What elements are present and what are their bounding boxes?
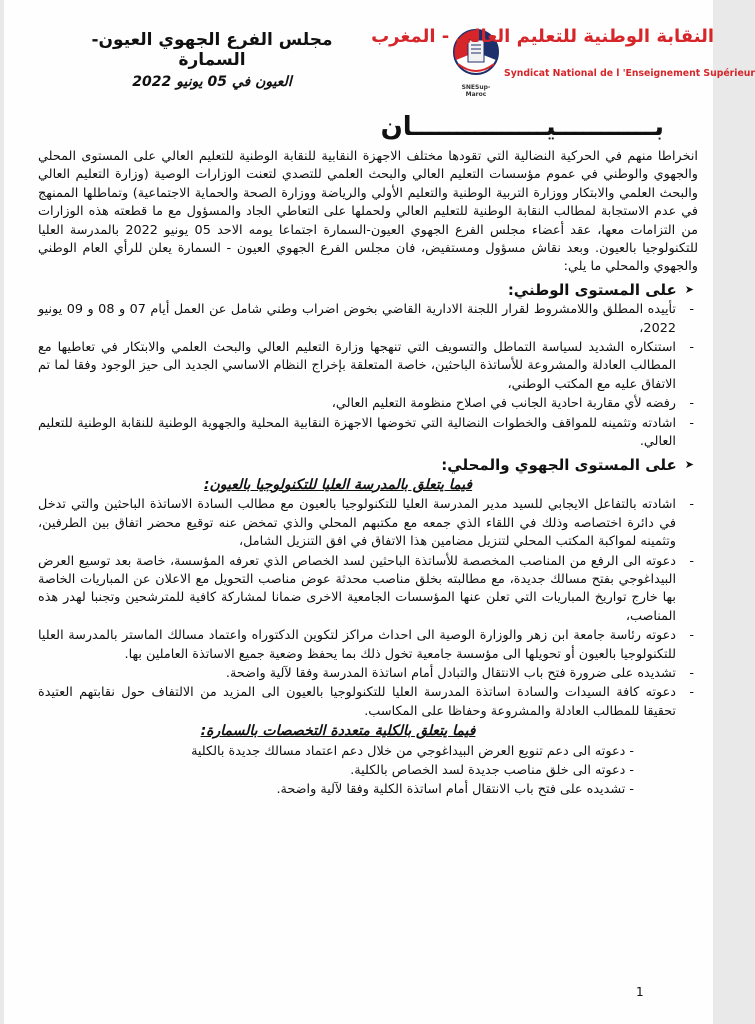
logo-caption: SNESup-Maroc <box>461 84 491 98</box>
date-line: العيون في 05 يونيو 2022 <box>132 74 292 90</box>
list-item: - تشديده على ضرورة فتح باب الانتقال والتبادل أمام اساتذة المدرسة وفقا لآلية واضحة. <box>38 665 698 683</box>
subheading-school: فيما يتعلق بالمدرسة العليا للتكنولوجيا بالعيون: <box>203 476 473 493</box>
list-item: - استنكاره الشديد لسياسة التماطل والتسويف التي تنهجها وزارة التعليم العالي والبحث العلمي والابتكار في تعاطيها مع المطالب العادلة والمشروعة للأساتذة الباحثين، خاصة المتعلقة بإخراج النظام الاساسي الجديد الى حيز الوجود وفقا لما تم الاتفاق عليه مع المكتب الوطني، <box>38 339 698 394</box>
regional-level-heading <box>38 456 698 474</box>
faculty-list <box>38 743 698 800</box>
union-name-french: Syndicat National de l 'Enseignement Supérieur <box>504 68 755 79</box>
list-item: - دعوته كافة السيدات والسادة اساتذة المدرسة العليا للتكنولوجيا بالعيون الى المزيد من الالتفاف حول نقابتهم العتيدة تحقيقا للمطالب العادلة والمشروعة وحفاظا على المكاسب. <box>38 684 698 721</box>
document-page <box>4 0 755 1024</box>
council-name: مجلس الفرع الجهوي العيون-السمارة <box>91 30 333 70</box>
national-heading-text: على المستوى الوطني: <box>507 280 677 299</box>
national-level-heading <box>38 281 698 299</box>
regional-heading-text: على المستوى الجهوي والمحلي: <box>441 455 677 474</box>
arrow-bullet-icon: ➤ <box>684 282 694 296</box>
list-item: - دعوته رئاسة جامعة ابن زهر والوزارة الوصية الى احداث مراكز لتكوين الدكتوراه واعتماد مسالك الماستر بالمدرسة العليا للتكنولوجيا بالعيون أو تحويلها الى مؤسسة جامعية تخول ذلك بما يحفظ وضعية جميع الاساتذة العاملين بها. <box>38 627 698 664</box>
statement-title: بـــــــــــيـــــــــــــــان <box>380 112 664 142</box>
national-list <box>38 301 698 451</box>
list-item: - اشادته بالتفاعل الايجابي للسيد مدير المدرسة العليا للتكنولوجيا بالعيون مع مطالب السادة الاساتذة الباحثين والتي تدخل في دائرة اختصاصه وذلك في اللقاء الذي جمعه مع مكتبهم المحلي والذي تمخض عنه توقيع محضر اتفاق بين الطرفين، وتثمينه لمواكبة المكتب المحلي لتنزيل مضامين هذا الاتفاق في افق التنزيل الشامل، <box>38 496 698 551</box>
subheading-faculty: فيما يتعلق بالكلية متعددة التخصصات بالسمارة: <box>200 723 476 740</box>
list-item: - دعوته الى الرفع من المناصب المخصصة للأساتذة الباحثين لسد الخصاص الذي تعرفه المؤسسة، خاصة بعد توسيع العرض البيداغوجي بفتح مسالك جديدة، مع مطالبته بخلق مناصب محدثة عوض مناصب التحويل مع الاعلان عن المباريات الخاصة بها خارج تواريخ المباريات التي تعلن عنها المؤسسات الجامعية الاخرى ضمانا لمشاركة كافية للمترشحين وتجنبا لهدر هذه المناصب، <box>38 553 698 627</box>
page-number: 1 <box>636 985 644 999</box>
list-item: - رفضه لأي مقاربة احادية الجانب في اصلاح منظومة التعليم العالي، <box>38 395 698 413</box>
list-item: - تأييده المطلق واللامشروط لقرار اللجنة الادارية القاضي بخوض اضراب وطني شامل عن العمل أيام 07 و 08 و 09 يونيو 2022، <box>38 301 698 338</box>
union-name-arabic: النقابة الوطنية للتعليم العالي - المغرب <box>371 26 714 47</box>
council-header <box>82 30 342 90</box>
school-list <box>38 496 698 721</box>
list-item: - دعوته الى خلق مناصب جديدة لسد الخصاص بالكلية. <box>350 763 634 778</box>
arrow-bullet-icon: ➤ <box>684 457 694 471</box>
list-item: - تشديده على فتح باب الانتقال أمام اساتذة الكلية وفقا لآلية واضحة. <box>276 782 634 798</box>
intro-paragraph: انخراطا منهم في الحركية النضالية التي تقودها مختلف الاجهزة النقابية للنقابة الوطنية للتعليم العالي على المستوى المحلي والجهوي والوطني في عموم مؤسسات التعليم العالي والبحث العلمي للتصدي لتعنت الوزارات الوصية (وزارة التعليم العالي والبحث العلمي والابتكار ووزارة التربية الوطنية والتعليم الأولي والرياضة ووزارة الصحة والحماية الاجتماعية) وتماطلها الممنهج في عدم الاستجابة لمطالب النقابة الوطنية للتعليم العالي ولحملها على التعاطي الجاد والمسؤول مع ما قطعته هذه الوزارات من التزامات معها، عقد أعضاء مجلس الفرع الجهوي العيون-السمارة اجتماعا يومه الاحد 05 يونيو 2022 بالمدرسة العليا للتكنولوجيا بالعيون. وبعد نقاش مسؤول ومستفيض، فان مجلس الفرع الجهوي العيون - السمارة يعلن للرأي العام الوطني والجهوي والمحلي ما يلي: <box>38 149 699 275</box>
list-item: - اشادته وتثمينه للمواقف والخطوات النضالية التي تخوضها الاجهزة النقابية المحلية والجهوية الوطنية للنقابة الوطنية للتعليم العالي. <box>38 415 698 452</box>
statement-body <box>38 148 698 801</box>
list-item: - دعوته الى دعم تنويع العرض البيداغوجي من خلال دعم اعتماد مسالك جديدة بالكلية <box>191 743 634 759</box>
